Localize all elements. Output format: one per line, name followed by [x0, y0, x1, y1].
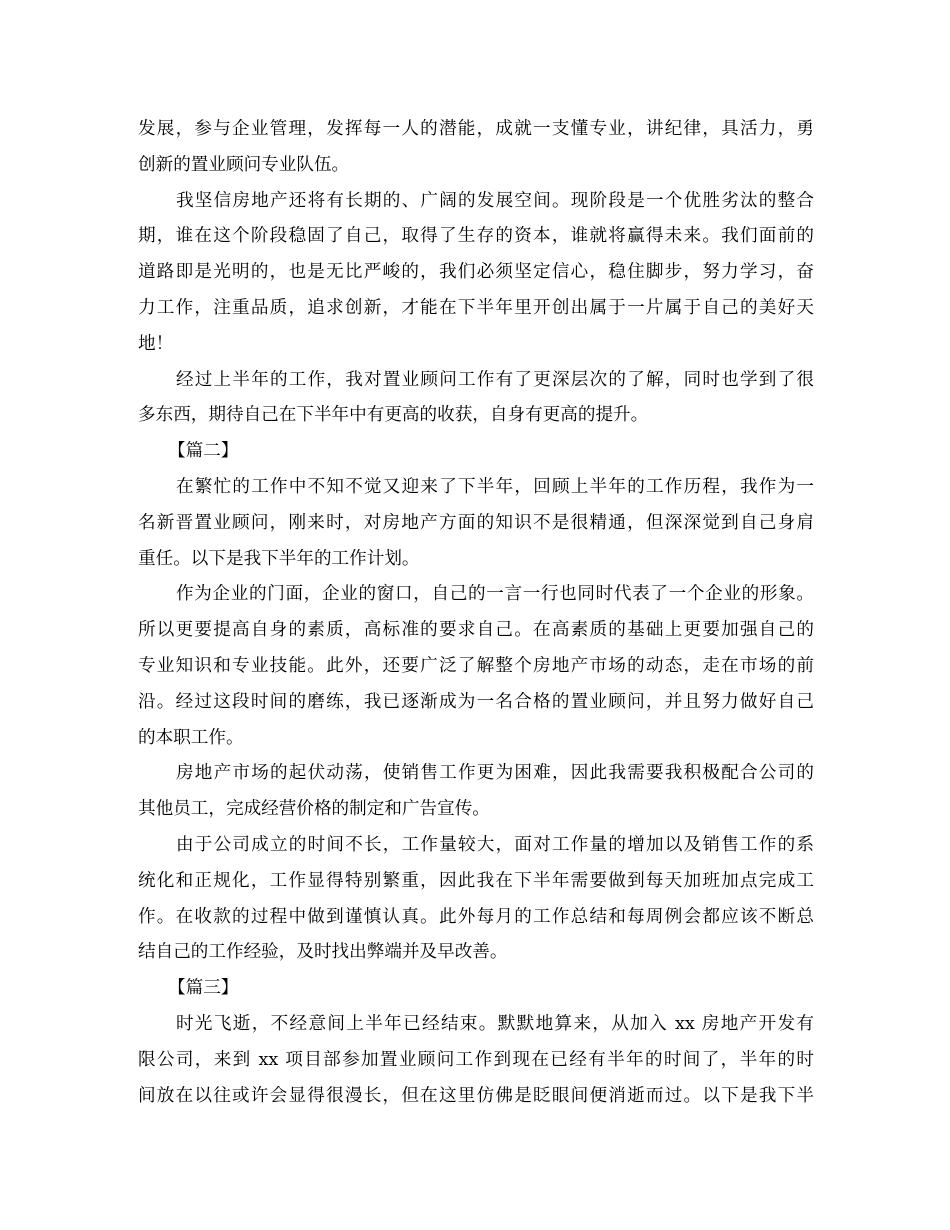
paragraph-line: 多东西，期待自己在下半年中有更高的收获，自身有更高的提升。: [138, 405, 649, 426]
paragraph-line: 沿。经过这段时间的磨练，我已逐渐成为一名合格的置业顾问，并且努力做好自己: [138, 691, 814, 712]
paragraph-line: 其他员工，完成经营价格的制定和广告宣传。: [138, 799, 490, 820]
paragraph-line: 所以更要提高自身的素质，高标准的要求自己。在高素质的基础上更要加强自己的: [138, 620, 814, 641]
paragraph-line: 结自己的工作经验，及时找出弊端并及早改善。: [138, 942, 508, 963]
paragraph-line: 重任。以下是我下半年的工作计划。: [138, 548, 420, 569]
paragraph-line: 时光飞逝，不经意间上半年已经结束。默默地算来，从加入 xx 房地产开发有: [176, 1013, 814, 1034]
paragraph-line: 经过上半年的工作，我对置业顾问工作有了更深层次的了解，同时也学到了很: [176, 369, 814, 390]
paragraph-line: 的本职工作。: [138, 727, 244, 748]
paragraph-line: 房地产市场的起伏动荡，使销售工作更为困难，因此我需要我积极配合公司的: [176, 763, 814, 784]
paragraph-line: 限公司，来到 xx 项目部参加置业顾问工作到现在已经有半年的时间了，半年的时: [138, 1049, 814, 1070]
paragraph-line: 专业知识和专业技能。此外，还要广泛了解整个房地产市场的动态，走在市场的前: [138, 655, 814, 676]
section-heading: [138, 434, 814, 470]
paragraph-line: 间放在以往或许会显得很漫长，但在这里仿佛是眨眼间便消逝而过。以下是我下半: [138, 1085, 814, 1106]
paragraph-line: 由于公司成立的时间不长，工作量较大，面对工作量的增加以及销售工作的系: [176, 834, 814, 855]
section-heading-text: 【篇三】: [168, 978, 239, 999]
paragraph: [138, 363, 814, 435]
paragraph-line: 名新晋置业顾问，刚来时，对房地产方面的知识不是很精通，但深深觉到自己身肩: [138, 512, 814, 533]
paragraph-line: 地！: [138, 333, 174, 354]
paragraph: [138, 828, 814, 971]
paragraph-line: 创新的置业顾问专业队伍。: [138, 154, 350, 175]
paragraph-line: 期，谁在这个阶段稳固了自己，取得了生存的资本，谁就将赢得未来。我们面前的: [138, 226, 814, 247]
document-body: [138, 112, 814, 1114]
paragraph: [138, 184, 814, 363]
paragraph-line: 作为企业的门面，企业的窗口，自己的一言一行也同时代表了一个企业的形象。: [176, 584, 814, 605]
paragraph: [138, 470, 814, 577]
paragraph-line: 作。在收款的过程中做到谨慎认真。此外每月的工作总结和每周例会都应该不断总: [138, 906, 814, 927]
paragraph: [138, 1007, 814, 1114]
paragraph-line: 力工作，注重品质，追求创新，才能在下半年里开创出属于一片属于自己的美好天: [138, 297, 814, 318]
paragraph-line: 道路即是光明的，也是无比严峻的，我们必须坚定信心，稳住脚步，努力学习，奋: [138, 262, 814, 283]
paragraph: [138, 112, 814, 184]
paragraph-line: 发展，参与企业管理，发挥每一人的潜能，成就一支懂专业，讲纪律，具活力，勇: [138, 119, 814, 139]
section-heading: [138, 971, 814, 1007]
paragraph-line: 我坚信房地产还将有长期的、广阔的发展空间。现阶段是一个优胜劣汰的整合: [176, 190, 814, 211]
paragraph: [138, 756, 814, 828]
paragraph-line: 在繁忙的工作中不知不觉又迎来了下半年，回顾上半年的工作历程，我作为一: [176, 476, 814, 497]
section-heading-text: 【篇二】: [168, 441, 239, 462]
paragraph-line: 统化和正规化，工作显得特别繁重，因此我在下半年需要做到每天加班加点完成工: [138, 870, 814, 891]
paragraph: [138, 577, 814, 756]
